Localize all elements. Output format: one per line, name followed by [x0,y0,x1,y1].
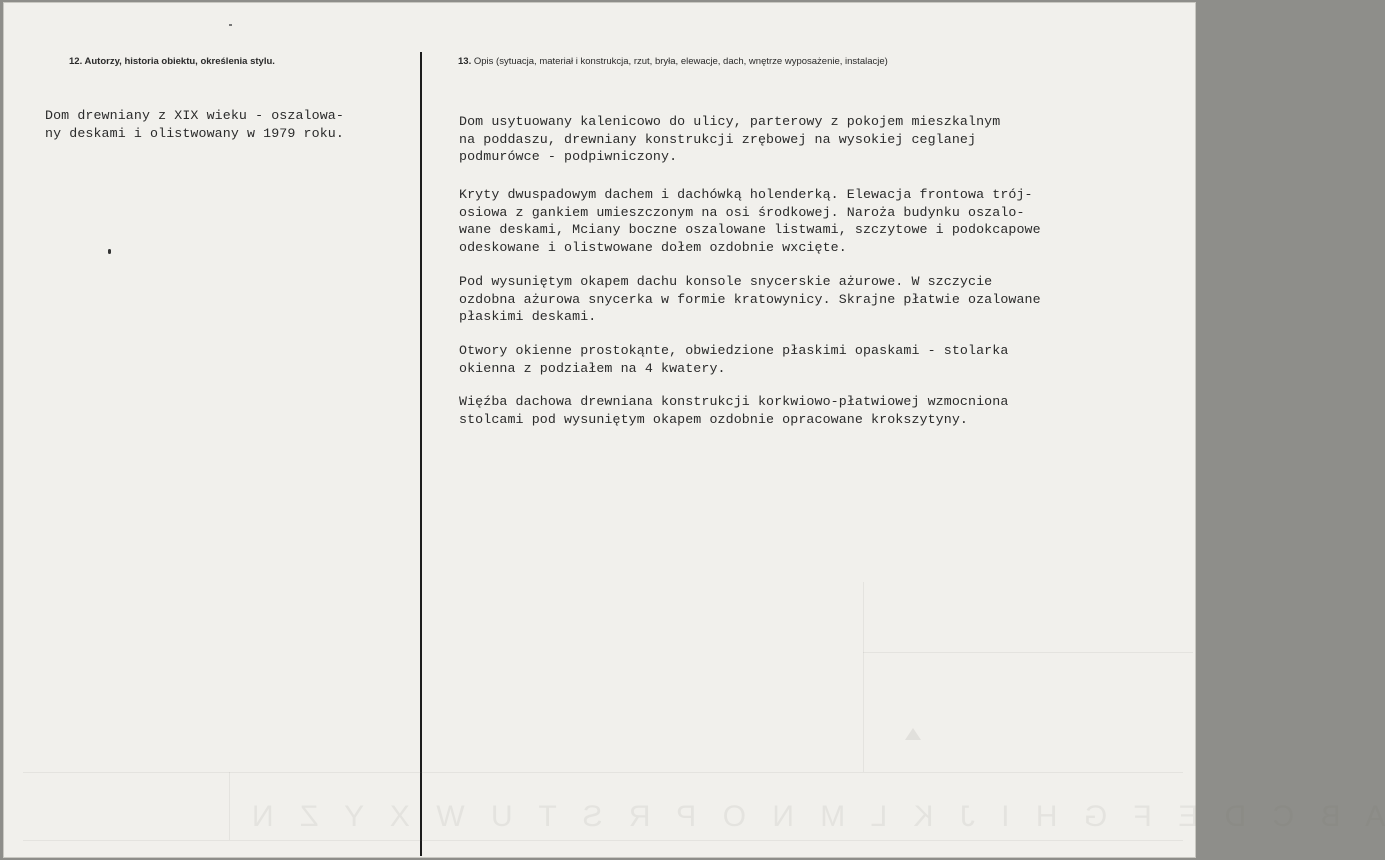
section-12-title: Autorzy, historia obiektu, określenia stylu. [84,56,275,67]
ghost-line [863,652,1193,653]
section-12-number: 12. [69,56,83,67]
mark [229,24,232,26]
ghost-triangle [905,728,921,740]
ghost-line [863,582,864,772]
ghost-line [23,840,1183,841]
section-12-heading [69,56,275,67]
section-13-paragraph: Kryty dwuspadowym dachem i dachówką holenderką. Elewacja frontowa trój- osiowa z gankiem umieszczonym na osi środkowej. Naroża budynku oszalo- wane deskami, Mciany boczne oszalowane listwami, szczytowe i podokcapowe odeskowane i olistwowane dołem ozdobnie wxcięte. [459,187,1041,255]
section-13-paragraph: Więźba dachowa drewniana konstrukcji korkwiowo-płatwiowej wzmocniona stolcami pod wysuniętym okapem ozdobnie opracowane krokszytyny. [459,394,1009,427]
section-13-paragraph: Pod wysuniętym okapem dachu konsole snycerskie ażurowe. W szczycie ozdobna ażurowa snycerka w formie kratowynicy. Skrajne płatwie ozalowane płaskimi deskami. [459,274,1041,325]
section-13-heading [458,56,888,67]
ghost-line [23,772,1183,773]
record-card [3,2,1385,858]
ink-dot [108,249,111,254]
section-13-paragraph: Dom usytuowany kalenicowo do ulicy, parterowy z pokojem mieszkalnym na poddaszu, drewniany konstrukcji zrębowej na wysokiej ceglanej podmurówce - podpiwniczony. [459,114,1001,165]
section-13-title: Opis (sytuacja, materiał i konstrukcja, rzut, bryła, elewacje, dach, wnętrze wyposażenie, instalacje) [473,56,888,67]
section-12-text: Dom drewniany z XIX wieku - oszalowa- ny deskami i olistwowany w 1979 roku. [45,108,344,141]
column-divider [420,52,422,856]
ghost-line [229,772,230,840]
ghost-letters: A B C D E F G H I J K L M N O P R S T U W X Y Z N [243,800,1385,833]
section-13-paragraph: Otwory okienne prostokąnte, obwiedzione płaskimi opaskami - stolarka okienna z podziałem na 4 kwatery. [459,343,1009,376]
section-13-number: 13. [458,56,472,67]
